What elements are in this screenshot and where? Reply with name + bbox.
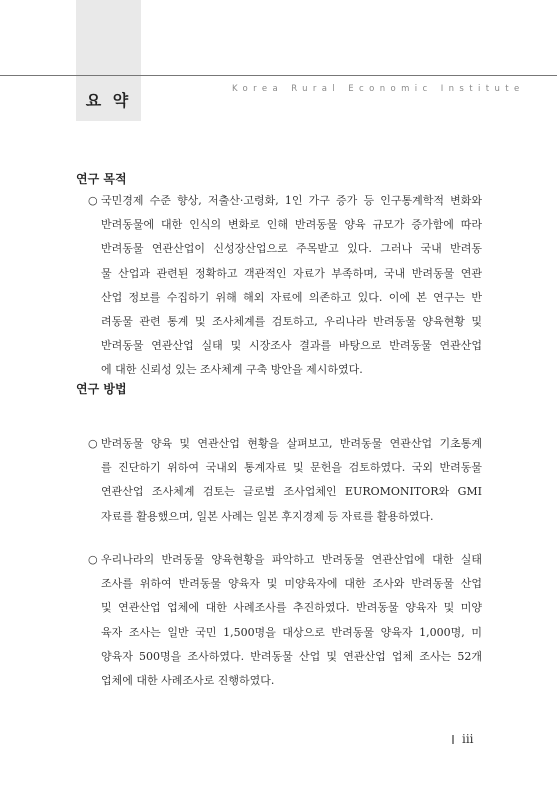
- paragraph-method-1: [88, 432, 482, 529]
- paragraph-purpose: [88, 189, 482, 383]
- text-line: 반려동물 연관산업 실태 및 시장조사 결과를 바탕으로 반려동물 연관산업: [101, 339, 482, 353]
- header-rule: [0, 75, 557, 76]
- bullet-icon: ○: [88, 194, 98, 207]
- text-line: 조사를 위하여 반려동물 양육자 및 미양육자에 대한 조사와 반려동물 산업: [101, 577, 482, 591]
- text-line: 반려동물 연관산업이 신성장산업으로 주목받고 있다. 그러나 국내 반려동: [101, 242, 482, 256]
- text-line: 산업 정보를 수집하기 위해 해외 자료에 의존하고 있다. 이에 본 연구는 반: [101, 290, 482, 304]
- bullet-icon: ○: [88, 437, 98, 450]
- text-line: 및 연관산업 업체에 대한 사례조사를 추진하였다. 반려동물 양육자 및 미양: [101, 601, 482, 615]
- paragraph-method-2: [88, 548, 482, 693]
- text-line: 양육자 500명을 조사하였다. 반려동물 산업 및 연관산업 업체 조사는 52개: [101, 649, 482, 663]
- text-line: 에 대한 신뢰성 있는 조사체계 구축 방안을 제시하였다.: [101, 363, 363, 377]
- page-number: [452, 732, 474, 746]
- text-line: 연관산업 조사체계 검토는 글로벌 조사업체인 EUROMONITOR와 GMI: [101, 485, 482, 499]
- text-line: 반려동물 양육 및 연관산업 현황을 살펴보고, 반려동물 연관산업 기초통계: [101, 437, 482, 450]
- page-number-text: iii: [462, 732, 474, 746]
- text-line: 를 진단하기 위하여 국내외 통계자료 및 문헌을 검토하였다. 국외 반려동물: [101, 461, 482, 475]
- text-line: 우리나라의 반려동물 양육현황을 파악하고 반려동물 연관산업에 대한 실태: [101, 553, 482, 566]
- header-tab: [76, 0, 141, 121]
- text-line: 육자 조사는 일반 국민 1,500명을 대상으로 반려동물 양육자 1,000명, 미: [101, 625, 482, 639]
- section-heading-purpose: 연구 목적: [76, 172, 127, 186]
- text-line: 려동물 관련 통계 및 조사체계를 검토하고, 우리나라 반려동물 양육현황 및: [101, 315, 482, 329]
- text-line: 반려동물에 대한 인식의 변화로 인해 반려동물 양육 규모가 증가함에 따라: [101, 218, 482, 232]
- bullet-icon: ○: [88, 553, 98, 566]
- text-line: 업체에 대한 사례조사로 진행하였다.: [101, 674, 275, 688]
- text-line: 물 산업과 관련된 정확하고 객관적인 자료가 부족하며, 국내 반려동물 연관: [101, 266, 482, 280]
- page-title: 요 약: [85, 91, 132, 110]
- text-line: 자료를 활용했으며, 일본 사례는 일본 후지경제 등 자료를 활용하였다.: [101, 509, 434, 523]
- institute-name: Korea Rural Economic Institute: [232, 84, 525, 94]
- section-heading-method: 연구 방법: [76, 382, 127, 396]
- page-number-divider: [452, 735, 454, 744]
- text-line: 국민경제 수준 향상, 저출산·고령화, 1인 가구 증가 등 인구통계학적 변화와: [101, 194, 482, 207]
